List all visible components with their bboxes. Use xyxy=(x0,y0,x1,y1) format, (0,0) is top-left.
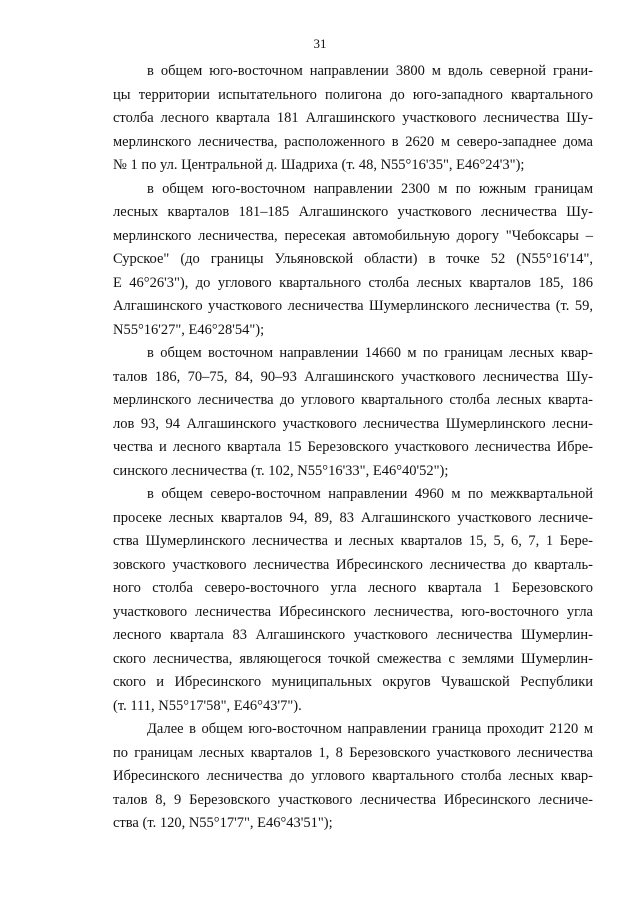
text-line: талов 186, 70–75, 84, 90–93 Алгашинского участкового лесничества Шу- xyxy=(113,368,593,385)
document-body xyxy=(113,60,593,836)
paragraph xyxy=(113,483,593,718)
text-line: ского лесничества, являющегося точкой смежества с землями Шумерлин- xyxy=(113,650,593,667)
text-line: мерлинского лесничества до углового квартального столба лесных кварта- xyxy=(113,392,593,408)
text-line: столба лесного квартала 181 Алгашинского участкового лесничества Шу- xyxy=(113,110,593,126)
paragraph xyxy=(113,60,593,178)
text-line: ства Шумерлинского лесничества и лесных кварталов 15, 5, 6, 7, 1 Бере- xyxy=(113,533,593,549)
text-line: лов 93, 94 Алгашинского участкового лесничества Шумерлинского лесни- xyxy=(113,415,593,432)
text-line: по границам лесных кварталов 1, 8 Березовского участкового лесничества xyxy=(113,744,593,761)
text-line: синского лесничества (т. 102, N55°16'33", E46°40'52"); xyxy=(113,462,449,479)
text-line: в общем северо-восточном направлении 4960 м по межквартальной xyxy=(147,486,593,502)
page-number: 31 xyxy=(313,36,327,51)
text-line: ства (т. 120, N55°17'7", E46°43'51"); xyxy=(113,815,333,831)
text-line: просеке лесных кварталов 94, 89, 83 Алгашинского участкового лесниче- xyxy=(113,509,593,526)
text-line: E 46°26'3"), до углового квартального столба лесных кварталов 185, 186 xyxy=(113,274,593,291)
text-line: ского и Ибресинского муниципальных округов Чувашской Республики xyxy=(113,674,593,690)
text-line: ного столба северо-восточного угла лесного квартала 1 Березовского xyxy=(113,580,593,596)
text-line: лесного квартала 83 Алгашинского участкового лесничества Шумерлин- xyxy=(113,627,593,643)
text-line: Ибресинского лесничества до углового квартального столба лесных квар- xyxy=(113,768,593,784)
paragraph xyxy=(113,718,593,836)
text-line: Сурское" (до границы Ульяновской области) в точке 52 (N55°16'14", xyxy=(113,251,593,267)
paragraph xyxy=(113,342,593,483)
text-line: участкового лесничества Ибресинского лесничества, юго-восточного угла xyxy=(113,603,593,620)
text-line: в общем восточном направлении 14660 м по границам лесных квар- xyxy=(147,345,593,361)
text-line: чества и лесного квартала 15 Березовского участкового лесничества Ибре- xyxy=(113,439,593,455)
text-line: № 1 по ул. Центральной д. Шадриха (т. 48, N55°16'35", E46°24'3"); xyxy=(113,157,525,173)
text-line: цы территории испытательного полигона до юго-западного квартального xyxy=(113,86,593,103)
text-line: Далее в общем юго-восточном направлении граница проходит 2120 м xyxy=(147,721,593,737)
text-line: N55°16'27", E46°28'54"); xyxy=(113,321,265,338)
text-line: мерлинского лесничества, пересекая автомобильную дорогу "Чебоксары – xyxy=(113,227,593,244)
paragraph xyxy=(113,178,593,343)
text-line: в общем юго-восточном направлении 2300 м по южным границам xyxy=(147,180,593,197)
text-line: в общем юго-восточном направлении 3800 м вдоль северной грани- xyxy=(147,63,593,79)
text-line: лесных кварталов 181–185 Алгашинского участкового лесничества Шу- xyxy=(113,204,593,220)
text-line: (т. 111, N55°17'58", E46°43'7"). xyxy=(113,697,302,714)
text-line: зовского участкового лесничества Ибресинского лесничества до кварталь- xyxy=(113,556,593,573)
text-line: Алгашинского участкового лесничества Шумерлинского лесничества (т. 59, xyxy=(113,298,593,314)
text-line: мерлинского лесничества, расположенного в 2620 м северо-западнее дома xyxy=(113,133,593,150)
text-line: талов 8, 9 Березовского участкового лесничества Ибресинского лесниче- xyxy=(113,791,593,808)
